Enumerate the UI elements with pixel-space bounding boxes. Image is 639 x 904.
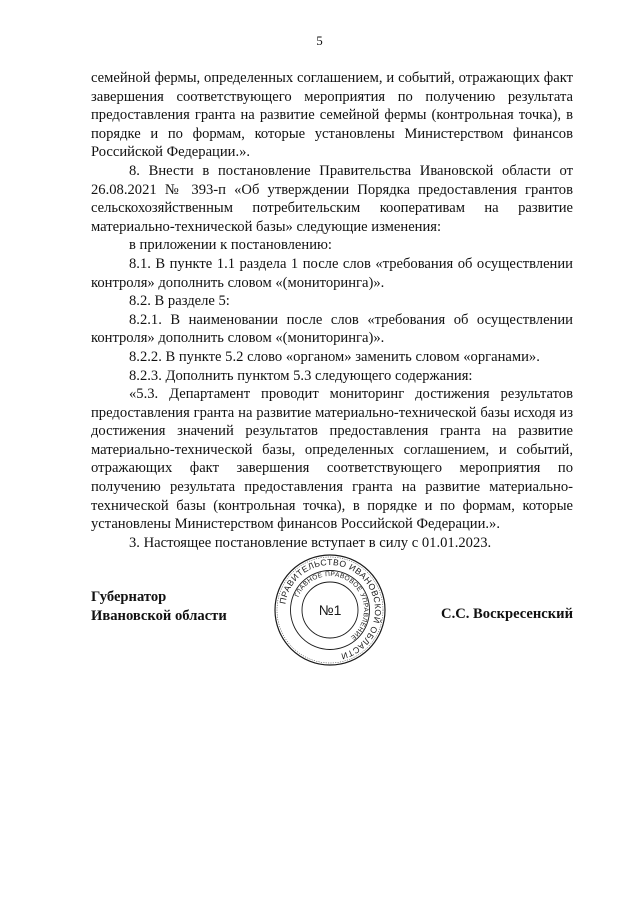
paragraph: 8.1. В пункте 1.1 раздела 1 после слов «требования об осуществлении контроля» дополнить словом «(мониторинга)».: [91, 255, 573, 291]
signatory-title-line: Губернатор: [91, 589, 167, 605]
page-number: 5: [316, 33, 323, 48]
paragraph: семейной фермы, определенных соглашением, и событий, отражающих факт завершения соответствующего мероприятия по получению результата предоставления гранта на развитие семейной фермы (контрольная точка), в порядке и по формам, которые установлены Министерством финансов Российской Федерации.».: [91, 70, 573, 161]
signatory-title-line: Ивановской области: [91, 608, 227, 624]
official-seal: [273, 553, 387, 667]
paragraph: 8.2.3. Дополнить пунктом 5.3 следующего содержания:: [129, 367, 473, 384]
seal-outer-textpath: ПРАВИТЕЛЬСТВО ИВАНОВСКОЙ ОБЛАСТИ: [277, 556, 384, 662]
paragraph: 3. Настоящее постановление вступает в силу с 01.01.2023.: [129, 534, 492, 551]
seal-number: №1: [318, 602, 342, 618]
paragraph: 8.2.1. В наименовании после слов «требования об осуществлении контроля» дополнить словом «(мониторинга)».: [91, 311, 573, 347]
paragraph: 8.2.2. В пункте 5.2 слово «органом» заменить словом «органами».: [129, 348, 540, 365]
seal-inner-textpath: ГЛАВНОЕ ПРАВОВОЕ УПРАВЛЕНИЕ: [293, 570, 370, 642]
paragraph: в приложении к постановлению:: [129, 237, 332, 254]
signatory-title: [91, 588, 227, 626]
paragraph: 8. Внести в постановление Правительства Ивановской области от 26.08.2021 № 393-п «Об утверждении Порядка предоставления грантов сельскохозяйственным потребительским кооперативам на развитие материально-технической базы» следующие изменения:: [91, 162, 573, 235]
paragraph: «5.3. Департамент проводит мониторинг достижения результатов предоставления гранта на развитие материально-технической базы исходя из достижения значений результатов предоставления гранта на развитие материально-технической базы, определенных соглашением, и событий, отражающих факт завершения соответствующего мероприятия по получению результата предоставления гранта на развитие материально-технической базы (контрольная точка), в порядке и по формам, которые установлены Министерством финансов Российской Федерации.».: [91, 386, 573, 533]
paragraph: 8.2. В разделе 5:: [129, 293, 230, 310]
document-body: [91, 69, 573, 552]
signatory-name: С.С. Воскресенский: [441, 606, 573, 622]
